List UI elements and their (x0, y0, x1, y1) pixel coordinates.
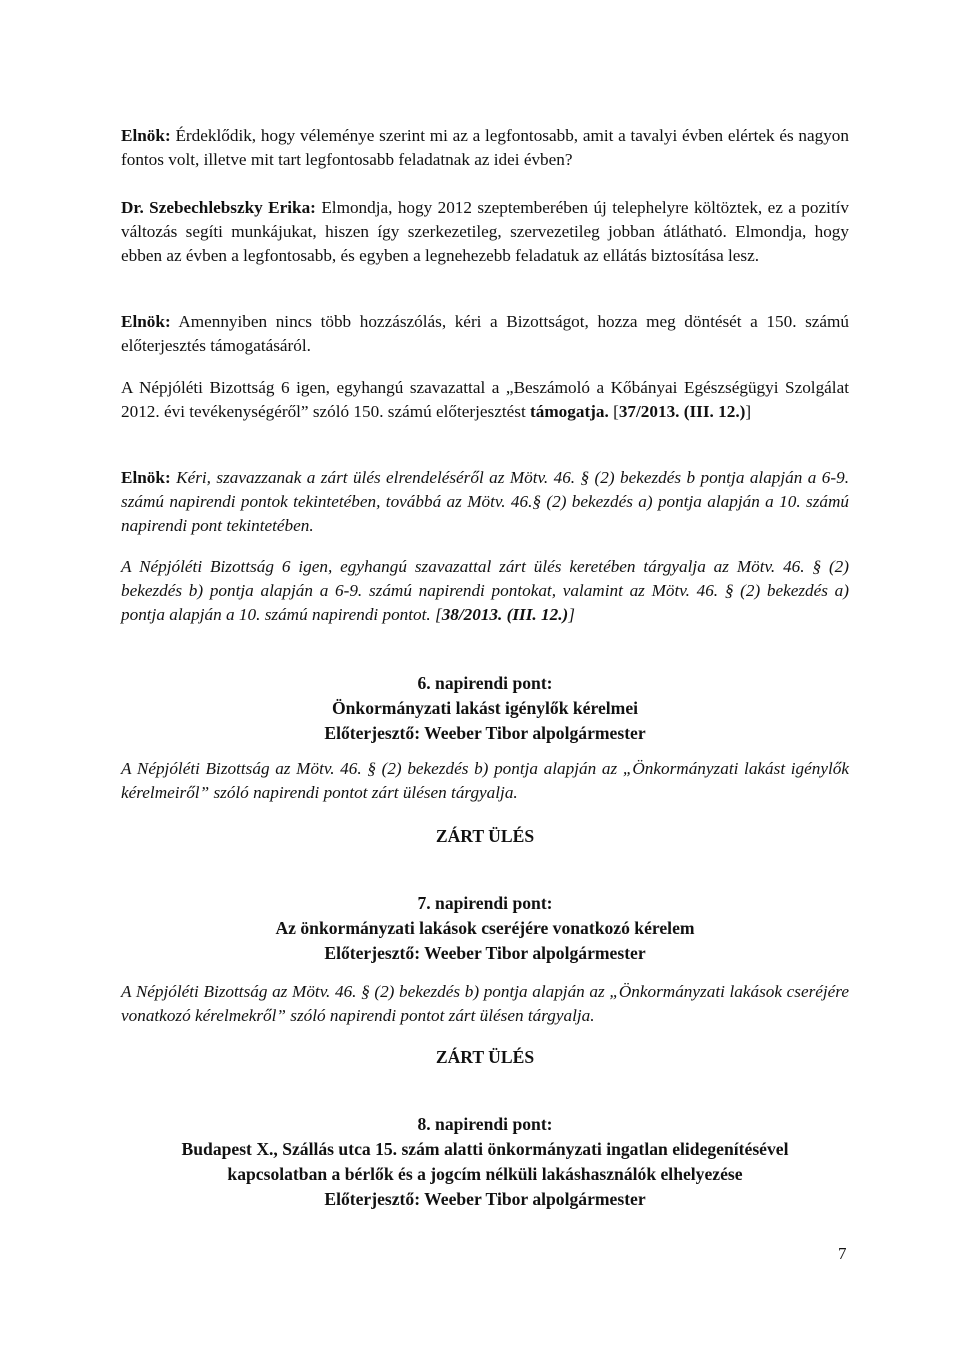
agenda-presenter: Előterjesztő: Weeber Tibor alpolgármester (324, 723, 646, 743)
decision-word: támogatja. (530, 402, 609, 421)
resolution-number: 38/2013. (III. 12.) (441, 605, 569, 624)
agenda-title-line-2: kapcsolatban a bérlők és a jogcím nélküli lakáshasználók elhelyezése (227, 1164, 743, 1184)
paragraph-text: A Népjóléti Bizottság 6 igen, egyhangú szavazattal a „Beszámoló a Kőbányai Egészségügyi Szolgálat 2012. évi tevékenységéről” szóló 150. számú előterjesztést (121, 378, 849, 421)
paragraph-chair-question (121, 124, 849, 172)
paragraph-text: A Népjóléti Bizottság az Mötv. 46. § (2) bekezdés b) pontja alapján az „Önkormányzati lakást igénylők kérelmeiről” szóló napirendi pontot zárt ülésen tárgyalja. (121, 759, 849, 802)
page-number: 7 (838, 1244, 847, 1263)
paragraph-resolution-38 (121, 555, 849, 627)
agenda-item-8-heading (121, 1112, 849, 1212)
agenda-item-6-note (121, 757, 849, 805)
paragraph-chair-closed-session (121, 466, 849, 538)
agenda-item-7-heading (121, 891, 849, 966)
paragraph-text: Amennyiben nincs több hozzászólás, kéri a Bizottságot, hozza meg döntését a 150. számú előterjesztés támogatásáról. (121, 312, 849, 355)
resolution-bracket-close: ] (745, 402, 752, 421)
agenda-number: 7. napirendi pont: (417, 893, 553, 913)
resolution-bracket-close: ] (568, 605, 575, 624)
paragraph-speaker-answer (121, 196, 849, 268)
agenda-item-6-heading (121, 671, 849, 746)
paragraph-text: A Népjóléti Bizottság az Mötv. 46. § (2) bekezdés b) pontja alapján az „Önkormányzati lakások cseréjére vonatkozó kérelmekről” szóló napirendi pontot zárt ülésen tárgyalja. (121, 982, 849, 1025)
paragraph-text: Érdeklődik, hogy véleménye szerint mi az a legfontosabb, amit a tavalyi évben elértek és nagyon fontos volt, illetve mit tart legfontosabb feladatnak az idei évben? (121, 126, 849, 169)
paragraph-resolution-37 (121, 376, 849, 424)
agenda-item-7-note (121, 980, 849, 1028)
closed-session-label: ZÁRT ÜLÉS (435, 826, 535, 846)
agenda-number: 8. napirendi pont: (417, 1114, 553, 1134)
agenda-number: 6. napirendi pont: (417, 673, 553, 693)
agenda-presenter: Előterjesztő: Weeber Tibor alpolgármester (324, 1189, 646, 1209)
agenda-title: Önkormányzati lakást igénylők kérelmei (331, 698, 639, 718)
paragraph-text: Kéri, szavazzanak a zárt ülés elrendeléséről az Mötv. 46. § (2) bekezdés b pontja alapján a 6-9. számú napirendi pontok tekintetében, továbbá az Mötv. 46.§ (2) bekezdés a) pontja alapján a 10. számú napirendi pont tekintetében. (121, 468, 849, 535)
resolution-bracket-open: [ (608, 402, 619, 421)
agenda-title-line-1: Budapest X., Szállás utca 15. szám alatti önkormányzati ingatlan elidegenítésével (181, 1139, 789, 1159)
paragraph-text: Elmondja, hogy 2012 szeptemberében új telephelyre költöztek, ez a pozitív változás segíti munkájukat, hiszen így szerkezetileg, szervezetileg jobban átlátható. Elmondja, hogy ebben az évben a legfontosabb, és egyben a legnehezebb feladatuk az ellátás biztosítása lesz. (121, 198, 849, 265)
agenda-presenter: Előterjesztő: Weeber Tibor alpolgármester (324, 943, 646, 963)
agenda-title: Az önkormányzati lakások cseréjére vonatkozó kérelem (275, 918, 695, 938)
speaker-label: Elnök: (121, 126, 171, 145)
speaker-label: Elnök: (121, 468, 171, 487)
resolution-number: 37/2013. (III. 12.) (618, 402, 746, 421)
paragraph-text: A Népjóléti Bizottság 6 igen, egyhangú szavazattal zárt ülés keretében tárgyalja az Mötv. 46. § (2) bekezdés b) pontja alapján a 6-9. számú napirendi pontokat, valamint az Mötv. 46. § (2) bekezdés a) pontja alapján a 10. számú napirendi pontot. [ (121, 557, 849, 624)
speaker-label: Dr. Szebechlebszky Erika: (121, 198, 316, 217)
paragraph-chair-vote-request (121, 310, 849, 358)
closed-session-label: ZÁRT ÜLÉS (435, 1047, 535, 1067)
speaker-label: Elnök: (121, 312, 171, 331)
